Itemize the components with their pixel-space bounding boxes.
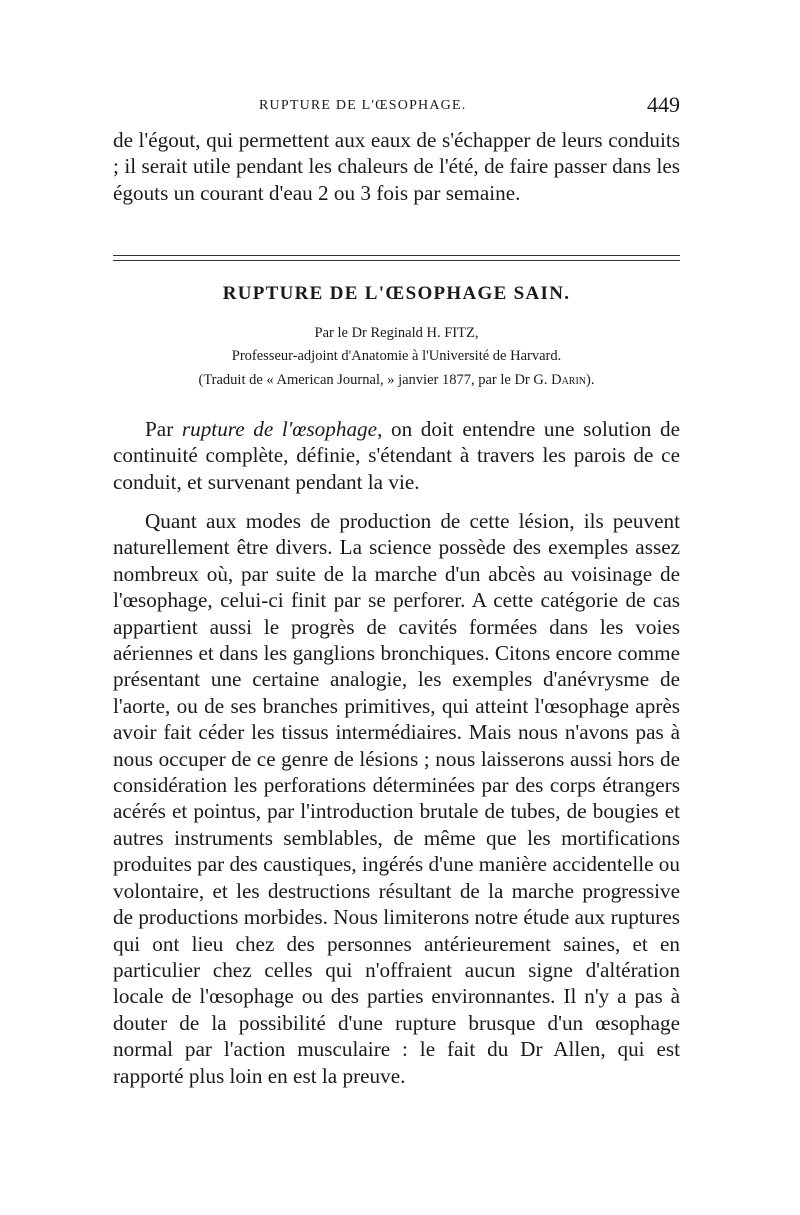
translator-name: Darin xyxy=(551,372,587,388)
section-divider-bottom xyxy=(113,260,680,261)
running-header xyxy=(113,92,680,120)
translation-credit-suffix: ). xyxy=(586,372,595,388)
article-title: RUPTURE DE L'ŒSOPHAGE SAIN. xyxy=(222,283,571,304)
intro-paragraph: de l'égout, qui permettent aux eaux de s'échapper de leurs conduits ; il serait utile pendant les chaleurs de l'été, de faire passer dans les égouts un courant d'eau 2 ou 3 fois par semaine. xyxy=(113,128,680,205)
translation-credit-prefix: (Traduit de « American Journal, » janvier 1877, par le Dr G. xyxy=(198,372,552,388)
translation-credit xyxy=(113,372,680,389)
author-line: Par le Dr Reginald H. FITZ, xyxy=(314,325,479,341)
page-number: 449 xyxy=(647,92,680,117)
section-divider-top xyxy=(113,255,680,256)
para1-lead: Par xyxy=(145,417,182,441)
body-paragraph-definition xyxy=(113,416,680,495)
affiliation-line: Professeur-adjoint d'Anatomie à l'Université de Harvard. xyxy=(231,348,562,364)
para1-rest: , on doit entendre une solution de continuité complète, définie, s'étendant à travers les parois de ce conduit, et survenant pendant la vie. xyxy=(113,417,681,494)
running-title: RUPTURE DE L'ŒSOPHAGE. xyxy=(259,98,467,113)
para1-italic-term: rupture de l'œsophage xyxy=(181,417,378,441)
body-paragraph-modes: Quant aux modes de production de cette lésion, ils peuvent naturellement être divers. La science possède des exemples assez nombreux où, par suite de la marche d'un abcès au voisinage de l'œsophage, celui-ci finit par se perforer. A cette catégorie de cas appartient aussi le progrès de cavités formées dans les voies aériennes et dans les ganglions bronchiques. Citons encore comme présentant une certaine analogie, les exemples d'anévrysme de l'aorte, ou de ses branches primitives, qui atteint l'œsophage après avoir fait céder les tissus intermédiaires. Mais nous n'avons pas à nous occuper de ce genre de lésions ; nous laisserons aussi hors de considération les perforations déterminées par des corps étrangers acérés et pointus, par l'introduction brutale de tubes, de bougies et autres instruments semblables, de même que les mortifications produites par des caustiques, ingérés d'une manière accidentelle ou volontaire, et les destructions résultant de la marche progressive de productions morbides. Nous limiterons notre étude aux ruptures qui ont lieu chez des personnes antérieurement saines, et en particulier chez celles qui n'offraient aucun signe d'altération locale de l'œsophage ou des parties environnantes. Il n'y a pas à douter de la possibilité d'une rupture brusque d'un œsophage normal par l'action musculaire : le fait du Dr Allen, qui est rapporté plus loin en est la preuve. xyxy=(113,509,680,1088)
